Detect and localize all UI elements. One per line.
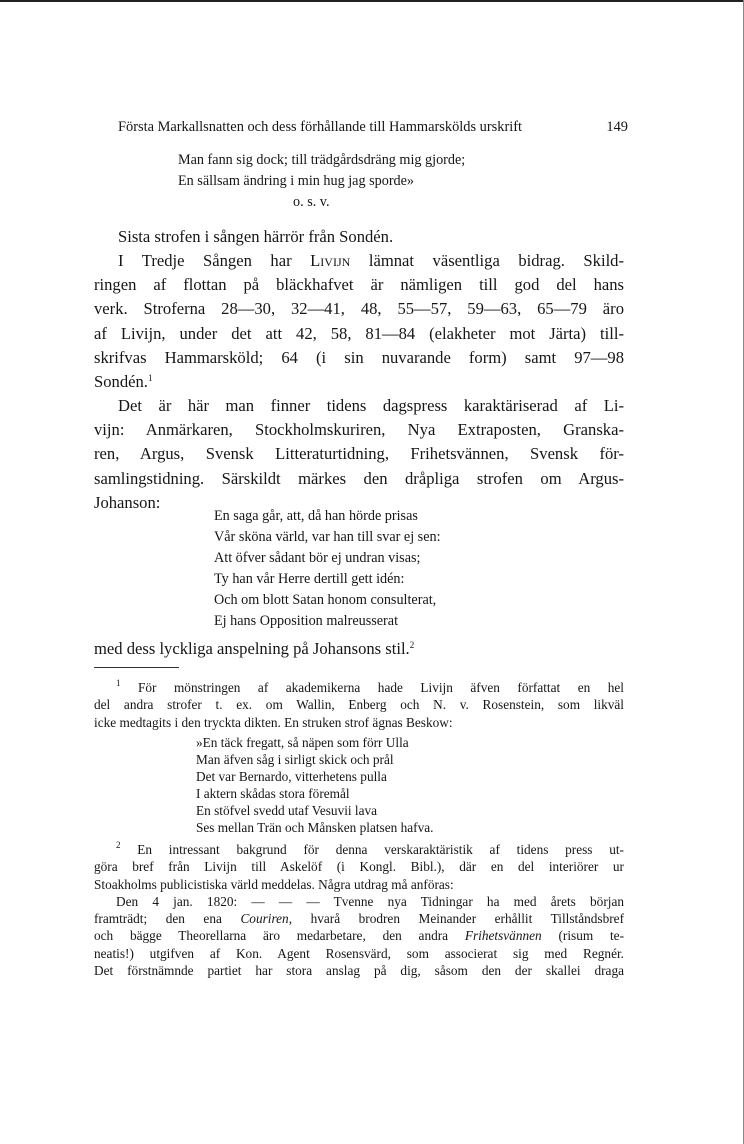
footnote-ref[interactable]: 2 xyxy=(409,640,415,650)
paragraph-1 xyxy=(94,225,624,249)
verse-argus xyxy=(214,506,441,632)
verse-line: Man fann sig dock; till trädgårdsdräng mig gjorde; xyxy=(178,152,466,168)
text-line: verk. Stroferna 28—30, 32—41, 48, 55—57, 59—63, 65—79 äro xyxy=(94,299,624,319)
footnote-1 xyxy=(94,679,624,731)
footnote-line: göra bref från Livijn till Askelöf (i Kongl. Bibl.), där en del interiörer ur xyxy=(94,859,624,875)
text-line: ringen af flottan på bläckhafvet är nämligen till god del hans xyxy=(94,275,624,295)
text-line: af Livijn, under det att 42, 58, 81—84 (elakheter mot Järta) till- xyxy=(94,323,624,343)
running-title: Första Markallsnatten och dess förhållande till Hammarskölds urskrift xyxy=(118,119,523,135)
paragraph-4 xyxy=(94,637,624,661)
verse-line: Vår sköna värld, var han till svar ej sen: xyxy=(214,529,441,545)
text-line: vijn: Anmärkaren, Stockholmskuriren, Nya Extraposten, Granska- xyxy=(94,420,624,440)
footnote-divider xyxy=(94,667,179,668)
text-line: med dess lyckliga anspelning på Johansons stil.$^2$ xyxy=(94,639,415,658)
footnote-line: Det förstnämnde partiet har stora anslag på dig, såsom den der skallei draga xyxy=(94,963,624,979)
footnote-2 xyxy=(94,841,624,979)
author-name: Livijn xyxy=(310,251,351,270)
text-line: ren, Argus, Svensk Litteraturtidning, Frihetsvännen, Svensk för- xyxy=(94,444,624,464)
footnote-line: och bägge Theorellarna äro medarbetare, den andra Frihetsvännen (risum te- xyxy=(94,928,625,944)
verse-line: Ej hans Opposition malreusserat xyxy=(214,613,399,629)
footnote-1-verse xyxy=(196,734,433,837)
footnote-line: framträdt; den ena Couriren, hvarå brodren Meinander erhållit Tillståndsbref xyxy=(94,911,624,927)
page-number: 149 xyxy=(606,119,628,135)
running-header xyxy=(118,119,628,136)
verse-line: I aktern skådas stora föremål xyxy=(196,786,350,802)
newspaper-title: Couriren, xyxy=(240,911,293,927)
page-top-edge xyxy=(0,0,744,2)
verse-line: Man äfven såg i sirligt skick och prål xyxy=(196,752,394,768)
footnote-ref[interactable]: 1 xyxy=(147,372,153,383)
text-line: Johanson: xyxy=(94,492,161,512)
footnote-mark: 2 xyxy=(116,840,121,850)
footnote-mark: 1 xyxy=(116,678,121,688)
verse-line: Ses mellan Trän och Månsken platsen hafva. xyxy=(196,820,434,836)
verse-line: En sällsam ändring i min hug jag sporde» xyxy=(178,173,415,189)
footnote-line: Den 4 jan. 1820: — — — Tvenne nya Tidningar ha med årets början xyxy=(116,893,624,909)
verse-line: Att öfver sådant bör ej undran visas; xyxy=(214,550,421,566)
paragraph-2 xyxy=(94,249,624,394)
text-line: Sista strofen i sången härrör från Sondén. xyxy=(118,227,394,246)
footnote-line: Stoakholms publicistiska värld meddelas. Några utdrag må anföras: xyxy=(94,876,454,892)
verse-line: o. s. v. xyxy=(293,194,330,210)
footnote-line: del andra strofer t. ex. om Wallin, Enberg och N. v. Rosenstein, som likväl xyxy=(94,697,624,713)
verse-line: Ty han vår Herre dertill gett idén: xyxy=(214,571,405,587)
verse-line: Det var Bernardo, vitterhetens pulla xyxy=(196,769,387,785)
footnote-line: $^1$ För mönstringen af akademikerna hade Livijn äfven författat en hel xyxy=(116,678,625,695)
paragraph-3 xyxy=(94,394,624,515)
text-line: Sondén.$^1$ xyxy=(94,371,153,391)
text-line: I Tredje Sången har Livijn lämnat väsentliga bidrag. Skild- xyxy=(118,251,624,270)
footnote-line: icke medtagits i den tryckta dikten. En struken strof ägnas Beskow: xyxy=(94,714,453,730)
text-line: Det är här man finner tidens dagspress karaktäriserad af Li- xyxy=(118,396,624,415)
footnote-line: neatis!) utgifven af Kon. Agent Rosensvärd, som associerat sig med Regnér. xyxy=(94,945,624,961)
verse-line: Och om blott Satan honom consulterat, xyxy=(214,592,437,608)
text-line: samlingstidning. Särskildt märkes den dråpliga strofen om Argus- xyxy=(94,468,624,488)
footnote-line: $^2$ En intressant bakgrund för denna verskaraktäristik af tidens press ut- xyxy=(116,840,624,857)
verse-line: En stöfvel svedd utaf Vesuvii lava xyxy=(196,803,378,819)
newspaper-title: Frihetsvännen xyxy=(464,928,542,944)
verse-line: »En täck fregatt, så näpen som förr Ulla xyxy=(196,735,409,750)
text-line: skrifvas Hammarsköld; 64 (i sin nuvarande form) samt 97—98 xyxy=(94,347,624,367)
verse-line: En saga går, att, då han hörde prisas xyxy=(214,508,418,524)
verse-top xyxy=(178,150,465,213)
